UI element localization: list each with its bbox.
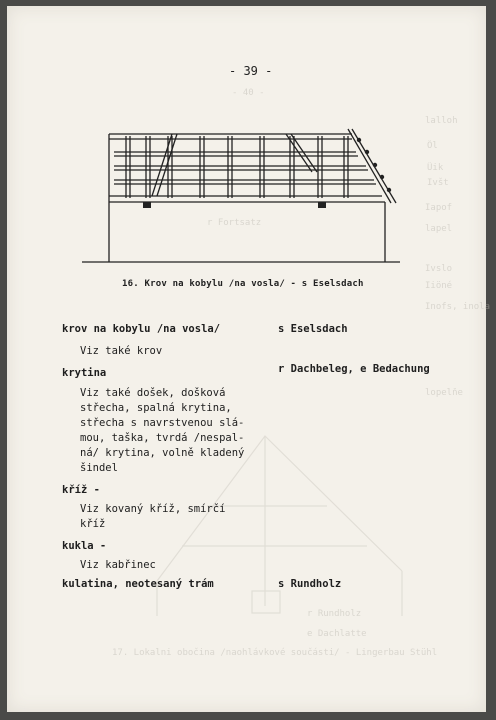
show-through-text: Üik bbox=[427, 163, 444, 173]
document-page bbox=[7, 6, 491, 712]
entry-reference-line: ná/ krytina, volně kladený bbox=[80, 447, 245, 459]
entry-reference: Viz také krov bbox=[80, 345, 163, 357]
show-through-text: - 40 - bbox=[232, 88, 265, 98]
show-through-text: lopelňe bbox=[425, 388, 463, 398]
show-through-text: 17. Lokalni obočina /naohlávkové součásti/ - Lingerbau Stühl bbox=[112, 648, 438, 658]
entry-reference-line: Viz také došek, došková bbox=[80, 387, 226, 399]
show-through-text: e Dachlatte bbox=[307, 629, 367, 639]
entry-reference-line: střecha s navrstvenou slá- bbox=[80, 417, 245, 429]
entry-reference-line: Viz kovaný kříž, smírčí bbox=[80, 503, 226, 515]
entry-term: krov na kobylu /na vosla/ bbox=[62, 323, 221, 335]
entry-term: kříž - bbox=[62, 484, 100, 496]
show-through-text: r Fortsatz bbox=[207, 218, 262, 228]
show-through-text: Iapof bbox=[425, 203, 453, 213]
show-through-text: Inofs, inola bbox=[425, 302, 491, 312]
entry-reference-line: mou, taška, tvrdá /nespal- bbox=[80, 432, 245, 444]
figure-caption: 16. Krov na kobylu /na vosla/ - s Eselsdach bbox=[122, 279, 364, 289]
entry-reference: Viz kabřinec bbox=[80, 559, 156, 571]
entry-term: kukla - bbox=[62, 540, 107, 552]
entry-translation: s Rundholz bbox=[278, 578, 342, 590]
show-through-roof-drawing bbox=[7, 6, 486, 712]
entry-term: krytina bbox=[62, 367, 107, 379]
page-number: - 39 - bbox=[229, 64, 273, 78]
entry-term: kulatina, neotesaný trám bbox=[62, 578, 214, 590]
entry-translation: r Dachbeleg, e Bedachung bbox=[278, 363, 430, 375]
show-through-text: Ivslo bbox=[425, 264, 453, 274]
entry-reference-line: šindel bbox=[80, 462, 118, 474]
roof-truss-figure bbox=[82, 116, 402, 271]
entry-translation: s Eselsdach bbox=[278, 323, 348, 335]
show-through-text: r Rundholz bbox=[307, 609, 362, 619]
show-through-text: lalloh bbox=[425, 116, 458, 126]
show-through-text: Öl bbox=[427, 141, 438, 151]
show-through-text: Ivšt bbox=[427, 178, 449, 188]
show-through-text: Iiöné bbox=[425, 281, 453, 291]
entry-reference-line: střecha, spalná krytina, bbox=[80, 402, 232, 414]
show-through-text: lapel bbox=[425, 224, 453, 234]
entry-reference-line: kříž bbox=[80, 518, 106, 530]
